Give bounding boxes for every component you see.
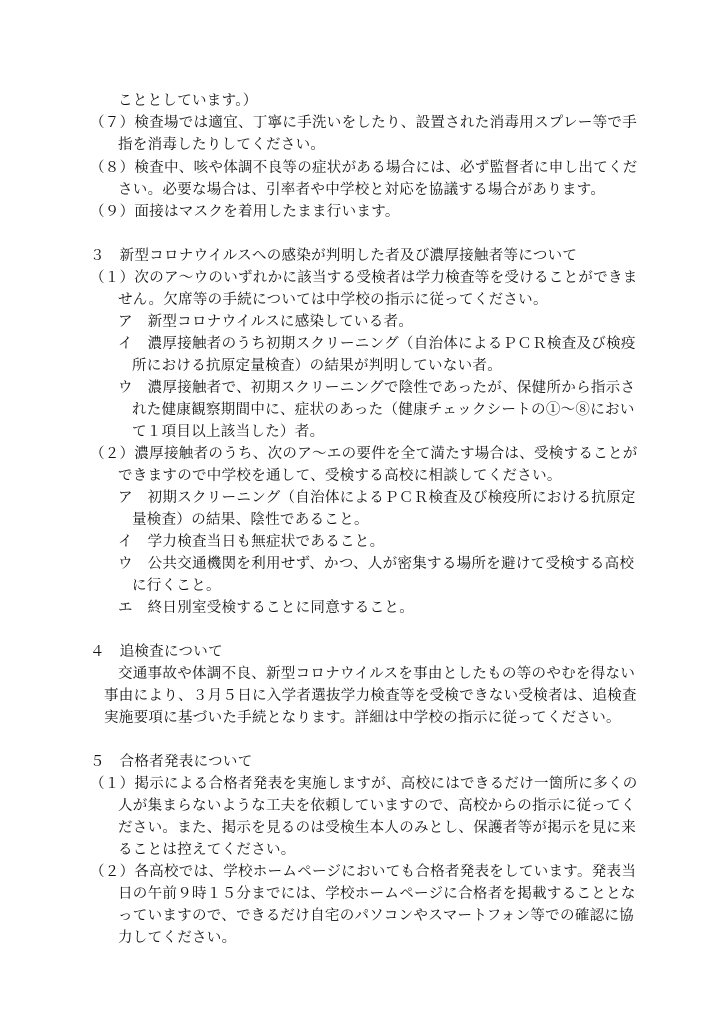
- text-line: 日の午前９時１５分までには、学校ホームページに合格者を掲載することとな: [118, 886, 636, 902]
- text-line: （２）各高校では、学校ホームページにおいても合格者発表をしています。発表当: [90, 864, 637, 880]
- text-line: ウ 公共交通機関を利用せず、かつ、人が密集する場所を避けて受検する高校: [118, 556, 635, 572]
- text-line: 指を消毒したりしてください。: [118, 137, 326, 153]
- text-line: （８）検査中、咳や体調不良等の症状がある場合には、必ず監督者に申し出てくだ: [90, 160, 638, 176]
- text-line: エ 終日別室受検することに同意すること。: [118, 600, 414, 616]
- text-line: ることは控えてください。: [118, 842, 296, 858]
- text-line: こととしています。）: [118, 93, 258, 109]
- text-line: イ 濃厚接触者のうち初期スクリーニング（自治体によるＰＣＲ検査及び検疫: [118, 336, 636, 352]
- text-line: せん。欠席等の手続については中学校の指示に従ってください。: [118, 292, 548, 308]
- text-line: 事由により、３月５日に入学者選抜学力検査等を受検できない受検者は、追検査: [104, 688, 637, 704]
- text-line: （１）掲示による合格者発表を実施しますが、高校にはできるだけ一箇所に多くの: [90, 776, 638, 792]
- section-heading: ５ 合格者発表について: [90, 754, 253, 770]
- text-line: （１）次のア～ウのいずれかに該当する受検者は学力検査等を受けることができま: [90, 270, 638, 286]
- text-line: 人が集まらないような工夫を依頼していますので、高校からの指示に従ってく: [118, 798, 636, 814]
- text-line: っていますので、できるだけ自宅のパソコンやスマートフォン等での確認に協: [118, 908, 634, 924]
- text-line: れた健康観察期間中に、症状のあった（健康チェックシートの①～⑧におい: [132, 402, 635, 418]
- text-line: さい。必要な場合は、引率者や中学校と対応を協議する場合があります。: [118, 182, 606, 198]
- text-line: （７）検査場では適宜、丁寧に手洗いをしたり、設置された消毒用スプレー等で手: [90, 115, 638, 131]
- text-line: イ 学力検査当日も無症状であること。: [118, 534, 385, 550]
- text-line: ア 初期スクリーニング（自治体によるＰＣＲ検査及び検疫所における抗原定: [118, 490, 636, 506]
- text-line: 量検査）の結果、陰性であること。: [132, 512, 369, 528]
- text-line: 実施要項に基づいた手続となります。詳細は中学校の指示に従ってください。: [104, 710, 621, 726]
- text-line: ださい。また、掲示を見るのは受検生本人のみとし、保護者等が掲示を見に来: [118, 820, 636, 836]
- text-line: （２）濃厚接触者のうち、次のア～エの要件を全て満たす場合は、受検することが: [90, 446, 638, 462]
- text-line: ウ 濃厚接触者で、初期スクリーニングで陰性であったが、保健所から指示さ: [118, 380, 636, 396]
- text-line: ア 新型コロナウイルスに感染している者。: [118, 314, 414, 330]
- text-line: て１項目以上該当した）者。: [132, 424, 325, 440]
- text-line: 交通事故や体調不良、新型コロナウイルスを事由としたもの等のやむを得ない: [118, 666, 636, 682]
- text-line: 力してください。: [118, 930, 237, 946]
- text-line: （９）面接はマスクを着用したまま行います。: [90, 204, 400, 220]
- section-heading: ３ 新型コロナウイルスへの感染が判明した者及び濃厚接触者等について: [90, 248, 578, 264]
- section-heading: ４ 追検査について: [90, 644, 223, 660]
- text-line: に行くこと。: [132, 578, 221, 594]
- text-line: できますので中学校を通して、受検する高校に相談してください。: [118, 468, 562, 484]
- text-line: 所における抗原定量検査）の結果が判明していない者。: [132, 358, 502, 374]
